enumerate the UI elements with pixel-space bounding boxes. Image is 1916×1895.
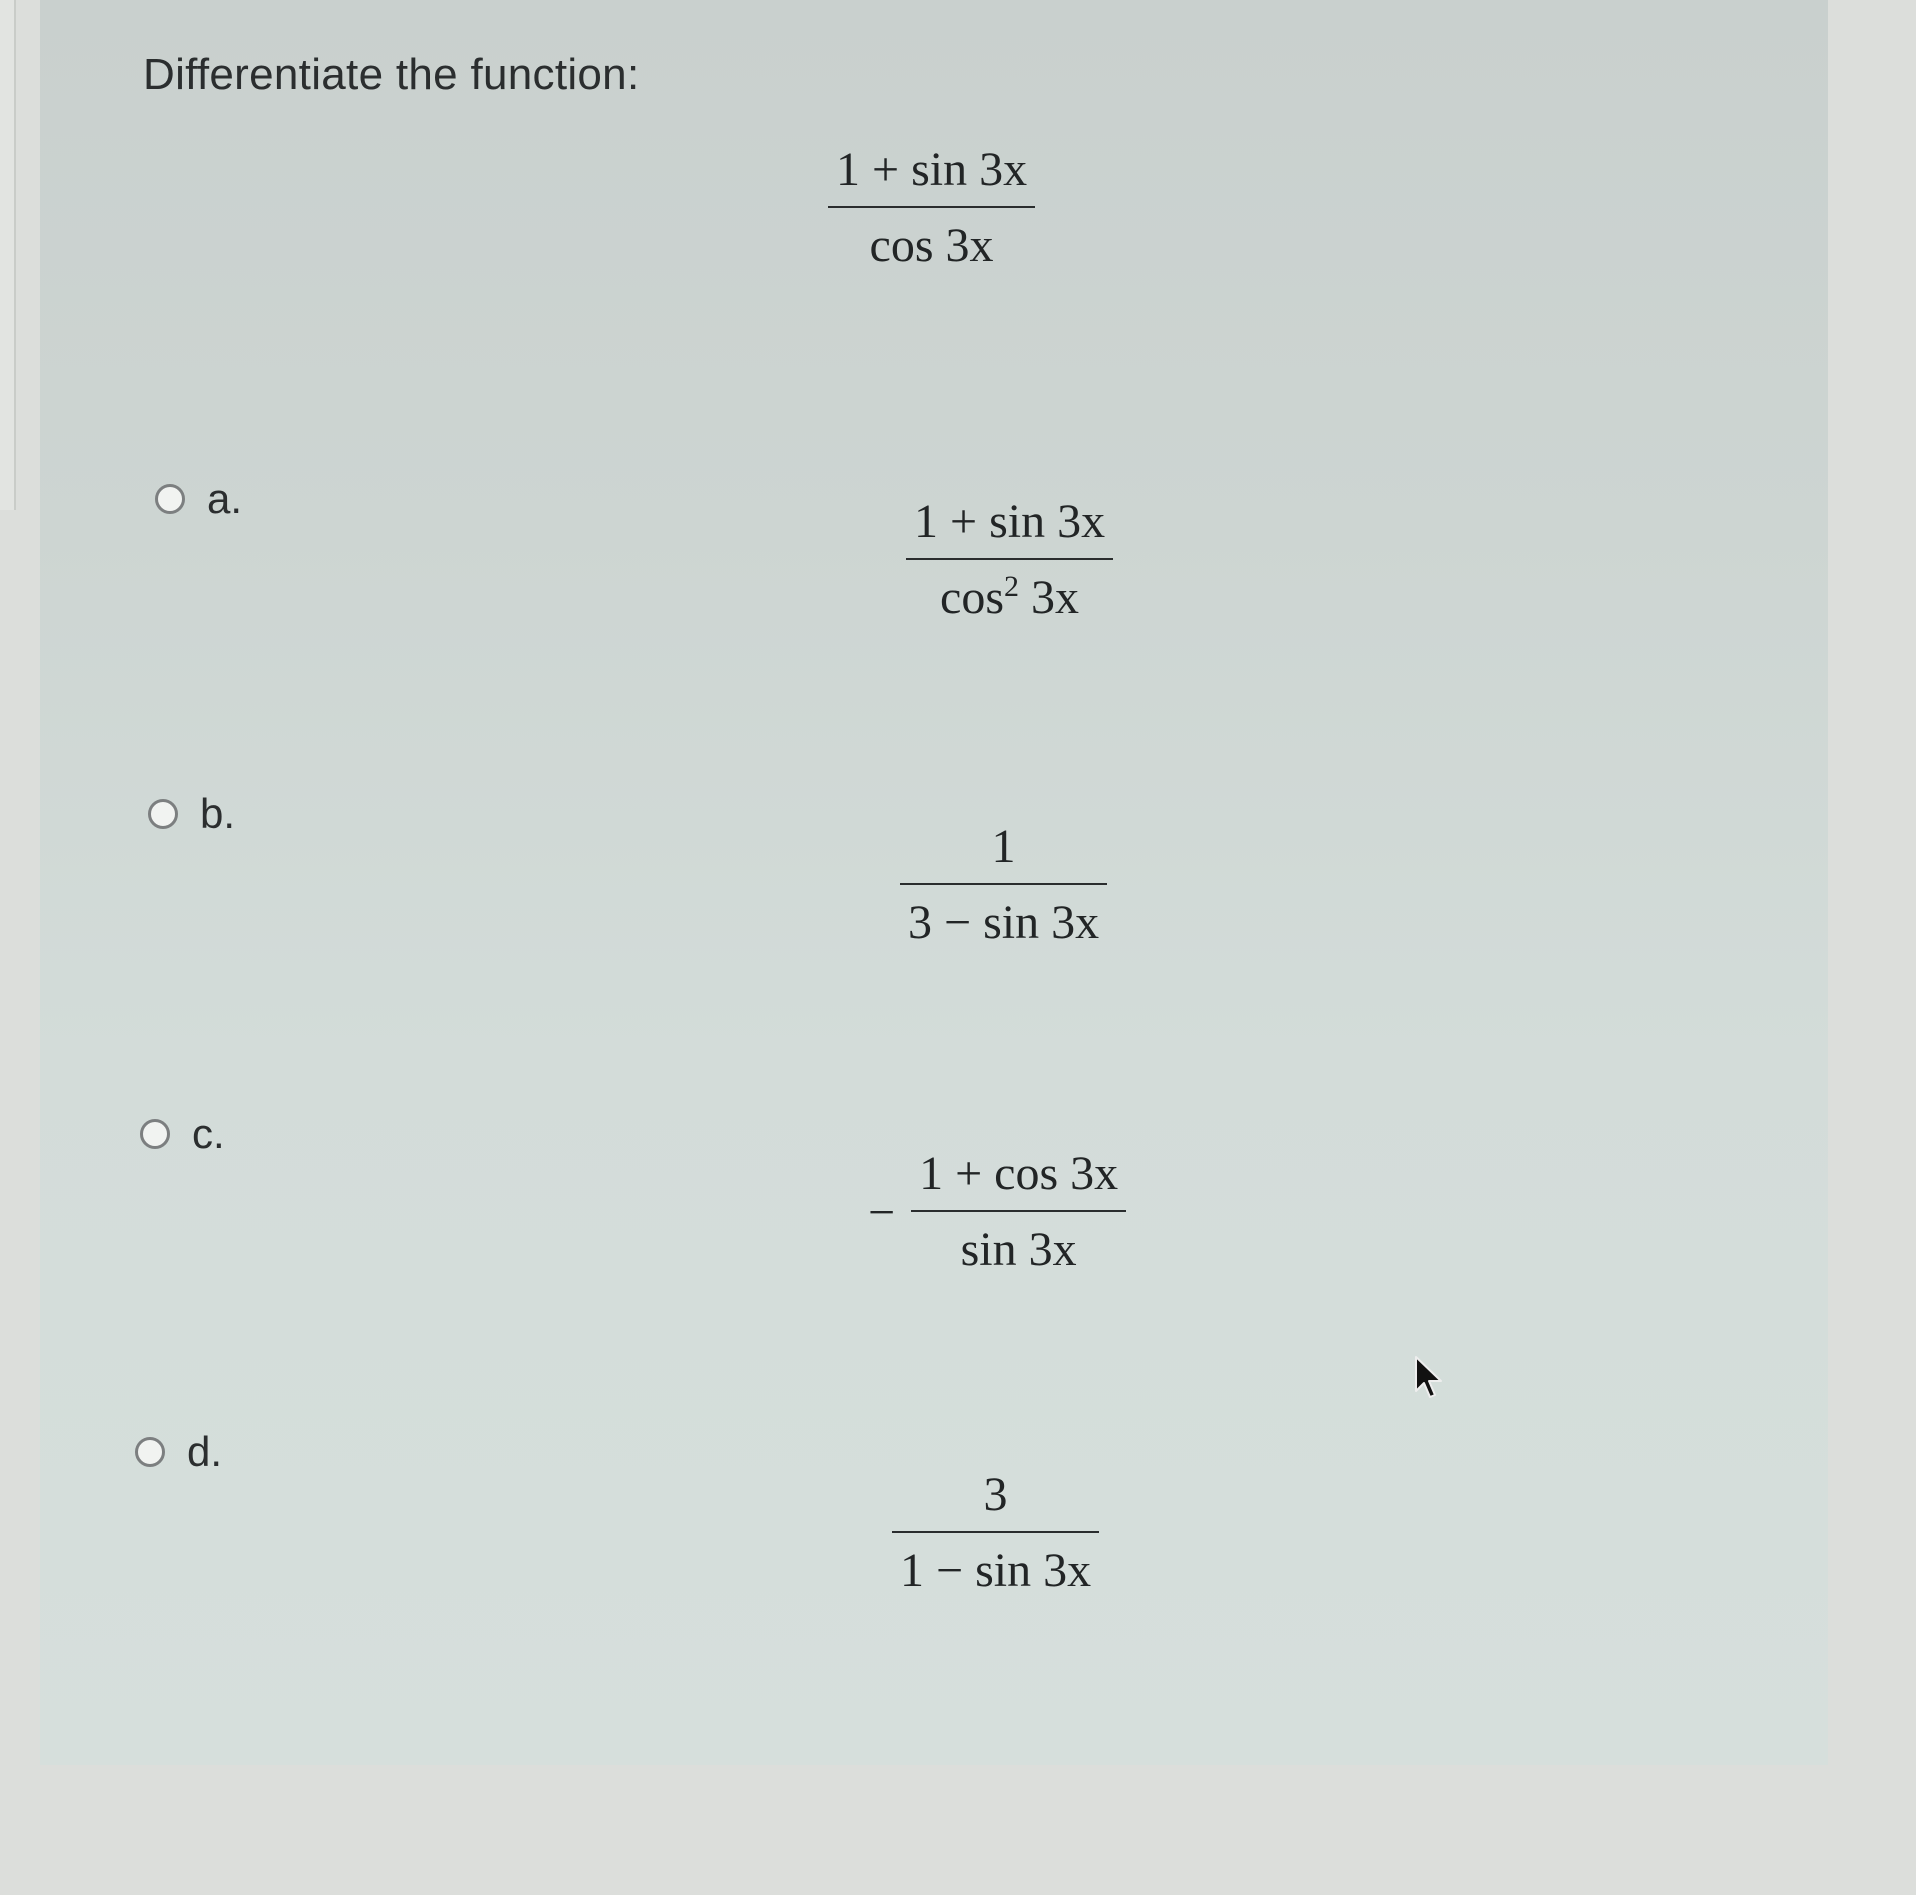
fraction-bar [900,883,1107,885]
option-b[interactable] [148,790,235,838]
function-fraction [828,140,1035,276]
option-label: c. [192,1110,225,1157]
option-label: b. [200,790,236,837]
fraction-bar [906,558,1113,560]
function-denominator: cos 3x [869,219,994,272]
option-c-numerator: 1 + cos 3x [919,1147,1119,1200]
option-label: d. [187,1428,223,1475]
option-b-fraction [900,817,1107,953]
mouse-pointer-icon [1414,1355,1446,1408]
option-label: a. [207,475,243,522]
option-c-denominator: sin 3x [960,1223,1077,1276]
radio-button-icon[interactable] [155,484,185,514]
option-a-fraction [906,492,1113,628]
radio-button-icon[interactable] [135,1437,165,1467]
option-b-numerator: 1 [991,820,1016,873]
fraction-bar [911,1210,1126,1212]
question-prompt: Differentiate the function: [143,50,640,99]
question-function [828,140,1035,276]
option-a[interactable] [155,475,242,523]
denominator-argument: 3x [1019,571,1080,624]
left-edge-divider [0,0,16,510]
option-d-numerator: 3 [983,1468,1008,1521]
option-a-numerator: 1 + sin 3x [914,495,1106,548]
radio-button-icon[interactable] [148,799,178,829]
option-d-denominator: 1 − sin 3x [900,1544,1092,1597]
denominator-exponent: 2 [1004,570,1020,603]
option-c-expression [868,1144,1126,1280]
option-c-fraction [911,1144,1126,1280]
option-a-denominator [932,568,1087,628]
fraction-bar [892,1531,1099,1533]
option-d-expression [892,1465,1099,1601]
option-b-denominator: 3 − sin 3x [908,896,1100,949]
fraction-bar [828,206,1035,208]
option-c-sign: − [868,1185,896,1239]
option-d[interactable] [135,1428,222,1476]
denominator-function: cos [940,571,1005,624]
option-b-expression [900,817,1107,953]
function-numerator: 1 + sin 3x [836,143,1028,196]
radio-button-icon[interactable] [140,1119,170,1149]
option-a-expression [906,492,1113,628]
option-c[interactable] [140,1110,225,1158]
option-d-fraction [892,1465,1099,1601]
